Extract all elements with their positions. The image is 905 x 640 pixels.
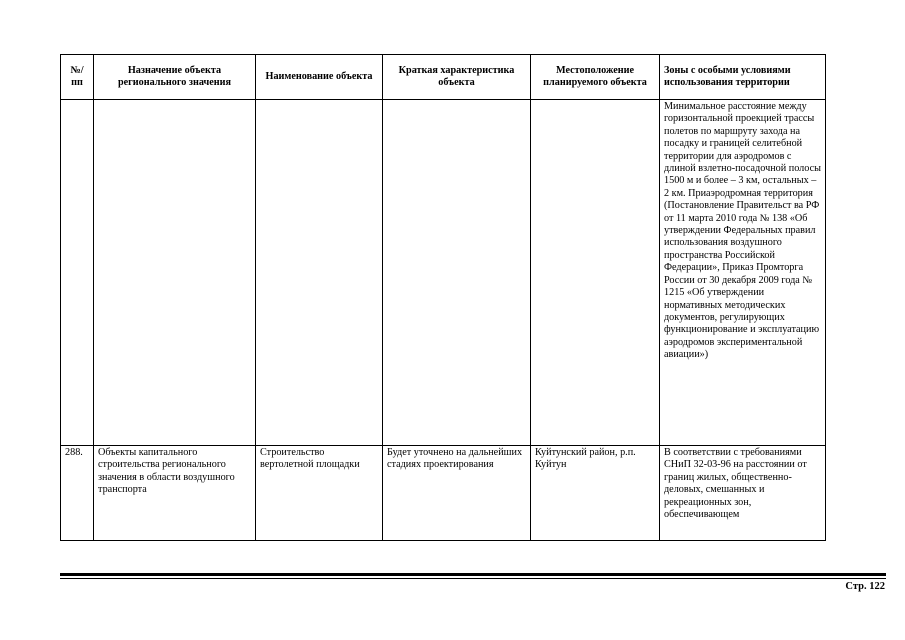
header-number: №/ пп — [61, 55, 94, 100]
cell-empty — [256, 100, 383, 446]
cell-empty — [531, 100, 660, 446]
cell-characteristic: Будет уточнено на дальнейших стадиях проектирования — [383, 446, 531, 541]
table-row-continuation — [61, 100, 826, 446]
cell-name: Строительство вертолетной площадки — [256, 446, 383, 541]
cell-empty — [61, 100, 94, 446]
header-characteristic: Краткая характеристика объекта — [383, 55, 531, 100]
footer-rule-thick — [60, 573, 886, 576]
cell-location: Куйтунский район, р.п. Куйтун — [531, 446, 660, 541]
table-header-row — [61, 55, 826, 100]
cell-zones: В соответствии с требованиями СНиП 32-03-96 на расстоянии от границ жилых, общественно-деловых, смешанных и рекреационных зон, обеспечивающем — [660, 446, 826, 541]
footer-rule-thin — [60, 578, 886, 579]
cell-empty — [383, 100, 531, 446]
cell-empty — [94, 100, 256, 446]
header-name: Наименование объекта — [256, 55, 383, 100]
header-location: Местоположение планируемого объекта — [531, 55, 660, 100]
header-zones: Зоны с особыми условиями использования территории — [660, 55, 826, 100]
cell-zones-continuation: Минимальное расстояние между горизонтальной проекцией трассы полетов по маршруту захода на посадку и границей селитебной территории для аэродромов с длиной взлетно-посадочной полосы 1500 м и более – 3 км, остальных – 2 км. Приаэродромная территория (Постановление Правительст ва РФ от 11 марта 2010 года № 138 «Об утверждении Федеральных правил использования воздушного пространства Российской Федерации», Приказ Промторга России от 30 декабря 2009 года № 1215 «Об утверждении нормативных методических документов, регулирующих функционирование и эксплуатацию аэродромов экспериментальной авиации») — [660, 100, 826, 446]
page-number: Стр. 122 — [845, 581, 885, 592]
regional-objects-table — [60, 54, 826, 541]
cell-number: 288. — [61, 446, 94, 541]
table-row — [61, 446, 826, 541]
header-purpose: Назначение объекта регионального значения — [94, 55, 256, 100]
cell-purpose: Объекты капитального строительства регионального значения в области воздушного транспорта — [94, 446, 256, 541]
